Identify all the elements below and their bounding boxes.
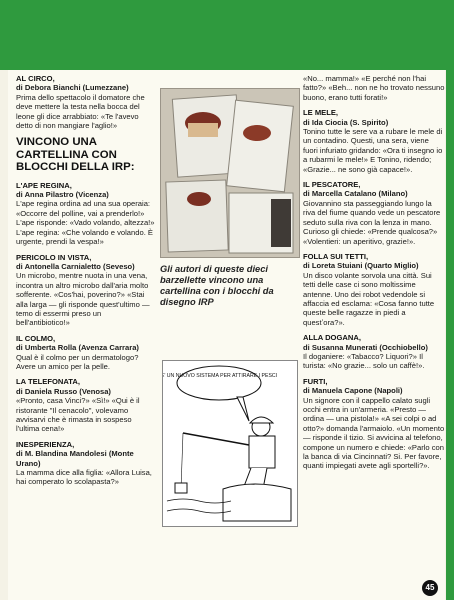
story-body: «Pronto, casa Vinci?» «Sì!» «Qui è il ristorante "Il cenacolo", volevamo avvisarvi che è rimasta in sospeso l'ultima cena!» — [16, 396, 140, 434]
story-body: Un microbo, mentre nuota in una vena, incontra un altro microbo dall'aria molto sofferente. «Cos'hai, poverino?» «Stai alla larga — gli risponde quest'ultimo — temo di essermi preso un bell'antibiotico!» — [16, 271, 150, 328]
right-green-band — [446, 0, 454, 600]
section-headline: VINCONO UNA CARTELLINA CON BLOCCHI DELLA IRP: — [16, 136, 135, 174]
story-inesperienza-cont — [303, 74, 445, 102]
story-le-mele — [303, 108, 445, 174]
product-photo — [160, 88, 300, 258]
story-al-circo — [16, 74, 156, 130]
story-body: Giovannino sta passeggiando lungo la riva del fiume quando vede un pescatore seduto sulla riva con la lenza in mano. Curioso gli chiede: «Prende qualcosa?» «Volentieri: un aperitivo, grazie!». — [303, 198, 441, 246]
story-il-colmo — [16, 334, 156, 372]
magazine-page — [8, 70, 445, 600]
notebooks-illustration — [161, 89, 299, 257]
story-folla-sui-tetti — [303, 252, 445, 327]
story-author: di Susanna Munerati (Occhiobello) — [303, 342, 428, 352]
story-pericolo — [16, 253, 156, 328]
story-body: Tonino tutte le sere va a rubare le mele di un contadino. Questi, una sera, viene fuori infuriato gridando: «Ora ti insegno io a rubarmi le mele!» E Tonino, ridendo; «Grazie... ne sono già capace!». — [303, 127, 443, 174]
story-body: Qual è il colmo per un dermatologo? Avere un amico per la pelle. — [16, 352, 139, 371]
cartoon-illustration — [162, 360, 298, 527]
story-author: di Loreta Stuiani (Quarto Miglio) — [303, 261, 419, 271]
story-author: di Debora Bianchi (Lumezzane) — [16, 83, 129, 93]
story-dogana — [303, 333, 445, 371]
story-author: di Umberta Rolla (Avenza Carrara) — [16, 343, 139, 353]
story-pescatore — [303, 180, 445, 246]
story-furti — [303, 377, 445, 471]
story-title: LA TELEFONATA, — [16, 377, 80, 387]
story-body: Prima dello spettacolo il domatore che deve mettere la testa nella bocca del leone gli dice arrabbiato: «Te l'avevo detto di non mangiare l'aglio!» — [16, 92, 145, 131]
page-number: 45 — [422, 580, 438, 596]
story-author: di Anna Pilastro (Vicenza) — [16, 190, 109, 200]
story-author: di Marcella Catalano (Milano) — [303, 189, 408, 199]
story-title: IL COLMO, — [16, 333, 56, 343]
story-body: La mamma dice alla figlia: «Allora Luisa, hai comperato lo scolapasta?» — [16, 468, 152, 487]
top-green-band — [0, 0, 454, 70]
story-body: «No... mamma!» «E perché non l'hai fatto?» «Beh... non ne ho trovato nessuno buono, erano tutti forati!» — [303, 74, 445, 102]
story-body: Un signore con il cappello calato sugli occhi entra in un'armeria. «Presto — ordina — una pistola!» «A sei colpi o ad otto?» domanda l'armaiolo. «Un momento — risponde il tizio. Si avvicina al telefono, compone un numero e chiede: «Parlo con la banca di via Cincinnati? Si. Per favore, quanti impiegati avete agli sportelli?». — [303, 395, 445, 471]
story-title: FURTI, — [303, 376, 328, 386]
story-title: FOLLA SUI TETTI, — [303, 251, 369, 261]
photo-caption: Gli autori di queste dieci barzellette vincono una cartellina con i blocchi da disegno IRP — [160, 264, 274, 307]
story-author: di Daniela Russo (Venosa) — [16, 386, 111, 396]
story-author: di M. Blandina Mandolesi (Monte Urano) — [16, 449, 134, 468]
story-telefonata — [16, 377, 156, 433]
story-ape-regina — [16, 181, 156, 247]
story-title: IL PESCATORE, — [303, 180, 361, 190]
story-body: L'ape regina ordina ad una sua operaia: «Occorre del polline, vai a prenderlo!» L'ape risponde: «Vado volando, altezza!» L'ape regina: «Che volando e volando. È urgente, prendi la vespa!» — [16, 199, 155, 247]
fisherman-cartoon — [163, 361, 297, 526]
story-author: di Antonella Carnialetto (Seveso) — [16, 261, 135, 271]
story-title: AL CIRCO, — [16, 74, 55, 83]
story-title: PERICOLO IN VISTA, — [16, 252, 92, 262]
story-inesperienza — [16, 440, 156, 487]
speech-bubble-text: E' UN NUOVO SISTEMA PER ATTIRARE I PESCI — [163, 373, 278, 379]
story-body: Il doganiere: «Tabacco? Liquori?» Il turista: «No grazie... solo un caffè!». — [303, 351, 425, 371]
right-column — [303, 74, 445, 477]
story-title: LE MELE, — [303, 108, 339, 118]
story-title: INESPERIENZA, — [16, 439, 75, 449]
left-column — [16, 74, 156, 493]
story-title: ALLA DOGANA, — [303, 333, 361, 343]
story-author: di Manuela Capone (Napoli) — [303, 386, 403, 396]
story-author: di Ida Ciocia (S. Spirito) — [303, 117, 389, 127]
story-body: Un disco volante sorvola una città. Sui tetti delle case ci sono moltissime antenne. Uno dei robot vedendole si affaccia ed esclama: «Cosa fanno tutte queste belle ragazze in piedi a questʼora?». — [303, 270, 435, 327]
story-title: L'APE REGINA, — [16, 180, 72, 190]
